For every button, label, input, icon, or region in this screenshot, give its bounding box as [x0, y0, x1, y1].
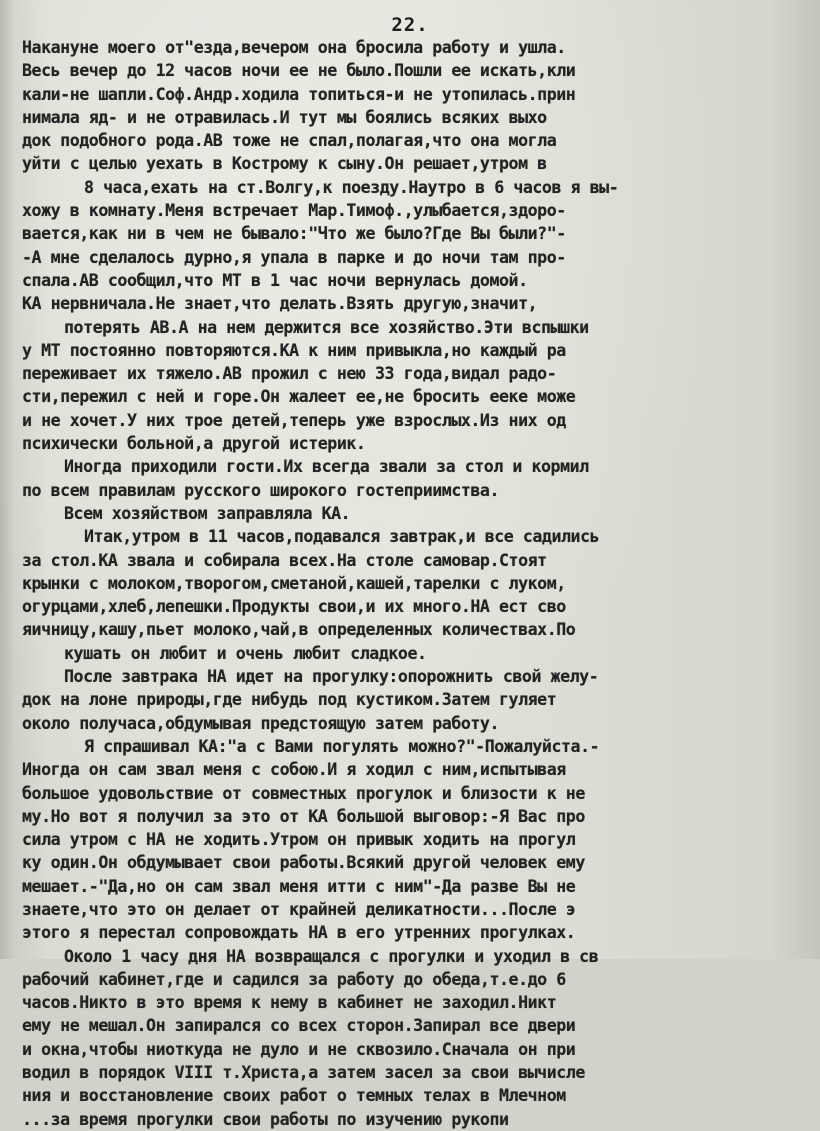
page-number: 22.	[391, 14, 429, 36]
text-line: вается,как ни в чем не бывало:"Что же было?Где Вы были?"-	[22, 224, 566, 244]
text-line: по всем правилам русского широкого гостеприимства.	[22, 480, 500, 500]
text-line: -А мне сделалось дурно,я упала в парке и до ночи там про-	[22, 247, 566, 267]
text-line: док подобного рода.АВ тоже не спал,полагая,что она могла	[22, 131, 557, 151]
text-line: около получаса,обдумывая предстоящую затем работу.	[22, 713, 500, 733]
text-line: нимала яд- и не отравилась.И тут мы боялись всяких выхо	[22, 107, 547, 127]
text-line: сти,пережил с ней и горе.Он жалеет ее,не бросить ееке може	[22, 387, 576, 407]
text-line: КА нервничала.Не знает,что делать.Взять другую,значит,	[22, 294, 538, 314]
text-line: часов.Никто в это время к нему в кабинет не заходил.Никт	[22, 993, 557, 1013]
text-line: Весь вечер до 12 часов ночи ее не было.Пошли ее искать,кли	[22, 61, 576, 81]
text-line: ему не мешал.Он запирался со всех сторон.Запирал все двери	[22, 1016, 576, 1036]
text-line: сила утром с НА не ходить.Утром он привык ходить на прогул	[22, 830, 576, 850]
text-line: кали-не шапли.Соф.Андр.ходила топиться-и не утопилась.прин	[22, 84, 576, 104]
text-line: яичницу,кашу,пьет молоко,чай,в определенных количествах.По	[22, 620, 576, 640]
text-line: Иногда он сам звал меня с собою.И я ходил с ним,испытывая	[22, 760, 566, 780]
text-line: крынки с молоком,творогом,сметаной,кашей,тарелки с луком,	[22, 573, 566, 593]
text-line: и окна,чтобы ниоткуда не дуло и не сквозило.Сначала он при	[22, 1039, 576, 1059]
text-line: переживает их тяжело.АВ прожил с нею 33 года,видал радо-	[22, 364, 557, 384]
scan-edge-shadow	[0, 0, 14, 959]
text-line: спала.АВ сообщил,что МТ в 1 час ночи вернулась домой.	[22, 270, 528, 290]
text-line: огурцами,хлеб,лепешки.Продукты свои,и их много.НА ест сво	[22, 597, 566, 617]
text-line: водил в порядок VIII т.Христа,а затем засел за свои вычисле	[22, 1063, 585, 1083]
text-line: рабочий кабинет,где и садился за работу до обеда,т.е.до 6	[22, 969, 566, 989]
page-body	[22, 36, 818, 1131]
text-line: мешает.-"Да,но он сам звал меня итти с ним"-Да разве Вы не	[22, 876, 576, 896]
text-line: большое удовольствие от совместных прогулок и близости к не	[22, 783, 585, 803]
text-line: знаете,что это он делает от крайней деликатности...После э	[22, 899, 576, 919]
text-line: Иногда приходили гости.Их всегда звали за стол и кормил	[64, 457, 589, 477]
text-line: психически больной,а другой истерик.	[22, 434, 366, 454]
text-line: хожу в комнату.Меня встречает Мар.Тимоф.,улыбается,здоро-	[22, 201, 566, 221]
text-line: Я спрашивал КА:"а с Вами погулять можно?"-Пожалуйста.-	[84, 736, 600, 756]
text-line: потерять АВ.А на нем держится все хозяйство.Эти вспышки	[64, 317, 589, 337]
text-line: Итак,утром в 11 часов,подавался завтрак,и все садились	[84, 527, 600, 547]
text-line: кушать он любит и очень любит сладкое.	[64, 643, 427, 663]
text-line: за стол.КА звала и собирала всех.На столе самовар.Стоят	[22, 550, 547, 570]
text-line: Накануне моего от"езда,вечером она бросила работу и ушла.	[22, 38, 566, 57]
text-line: После завтрака НА идет на прогулку:опорожнить свой желу-	[64, 667, 599, 687]
text-line: док на лоне природы,где нибудь под кустиком.Затем гуляет	[22, 690, 557, 710]
text-line: ку один.Он обдумывает свои работы.Всякий другой человек ему	[22, 853, 585, 873]
text-line: Всем хозяйством заправляла КА.	[64, 503, 351, 523]
text-line: и не хочет.У них трое детей,теперь уже взрослых.Из них од	[22, 410, 566, 430]
text-line: этого я перестал сопровождать НА в его утренних прогулках.	[22, 923, 576, 943]
text-line: ...за время прогулки свои работы по изучению рукопи	[22, 1109, 509, 1129]
text-line: уйти с целью уехать в Кострому к сыну.Он решает,утром в	[22, 154, 547, 174]
text-line: му.Но вот я получил за это от КА большой выговор:-Я Вас про	[22, 806, 585, 826]
text-line: Около 1 часу дня НА возвращался с прогулки и уходил в св	[64, 946, 599, 966]
text-line: у МТ постоянно повторяются.КА к ним привыкла,но каждый ра	[22, 340, 566, 360]
text-line: ния и восстановление своих работ о темных телах в Млечном	[22, 1086, 566, 1106]
text-line: 8 часа,ехать на ст.Волгу,к поезду.Наутро в 6 часов я вы-	[84, 177, 619, 197]
